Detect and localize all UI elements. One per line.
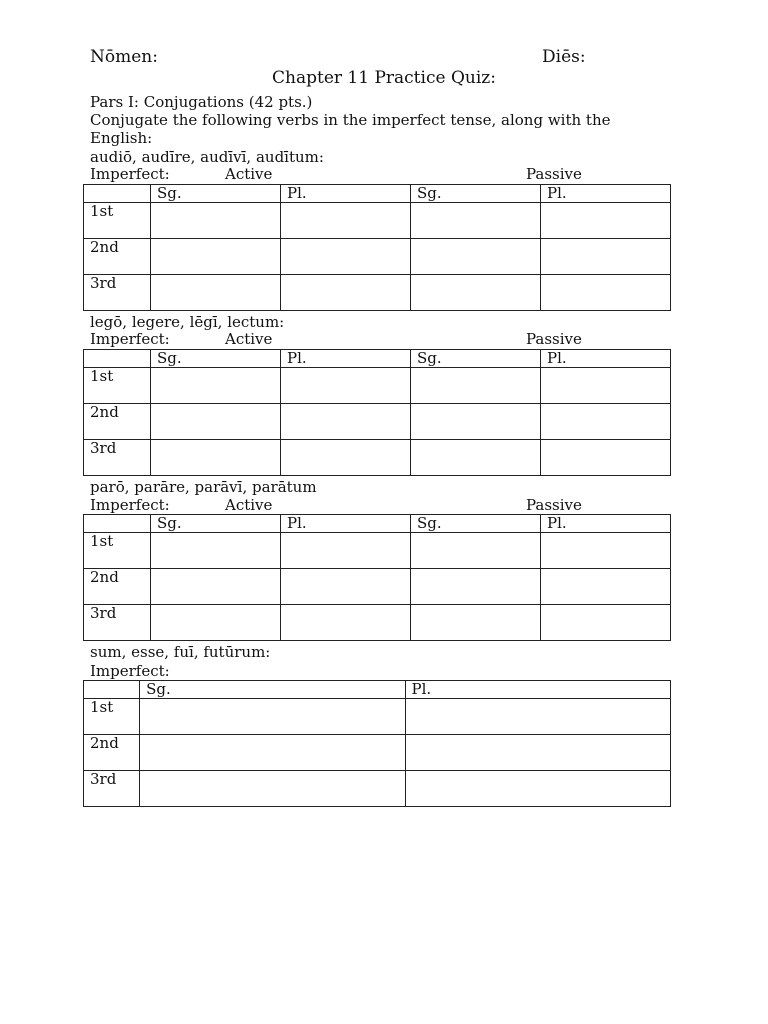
table-row [84, 368, 671, 404]
answer-cell[interactable] [411, 533, 541, 569]
conjugation-table-paro [83, 514, 671, 641]
answer-cell[interactable] [281, 533, 411, 569]
table-row [84, 440, 671, 476]
col-header-passive-pl: Pl. [541, 350, 671, 368]
answer-cell[interactable] [411, 440, 541, 476]
row-label-2nd: 2nd [84, 404, 151, 440]
table-row [84, 605, 671, 641]
col-header-passive-sg: Sg. [411, 185, 541, 203]
answer-cell[interactable] [151, 239, 281, 275]
row-label-3rd: 3rd [84, 440, 151, 476]
tense-label: Imperfect: [90, 662, 170, 680]
quiz-title: Chapter 11 Practice Quiz: [272, 68, 496, 88]
table-row [84, 735, 671, 771]
col-header-passive-pl: Pl. [541, 515, 671, 533]
answer-cell[interactable] [140, 771, 405, 807]
active-label: Active [225, 330, 273, 348]
answer-cell[interactable] [411, 368, 541, 404]
answer-cell[interactable] [411, 203, 541, 239]
answer-cell[interactable] [151, 275, 281, 311]
answer-cell[interactable] [541, 605, 671, 641]
table-row [84, 699, 671, 735]
section-title: Pars I: Conjugations (42 pts.) [90, 93, 313, 111]
row-label-2nd: 2nd [84, 239, 151, 275]
table-header-row [84, 350, 671, 368]
answer-cell[interactable] [541, 203, 671, 239]
active-label: Active [225, 165, 273, 183]
corner-cell [84, 185, 151, 203]
tense-label: Imperfect: [90, 330, 170, 348]
col-header-active-sg: Sg. [151, 515, 281, 533]
answer-cell[interactable] [411, 605, 541, 641]
answer-cell[interactable] [541, 404, 671, 440]
row-label-1st: 1st [84, 203, 151, 239]
col-header-passive-pl: Pl. [541, 185, 671, 203]
answer-cell[interactable] [140, 699, 405, 735]
answer-cell[interactable] [151, 605, 281, 641]
answer-cell[interactable] [151, 533, 281, 569]
answer-cell[interactable] [411, 569, 541, 605]
date-label: Diēs: [542, 47, 586, 67]
table-header-row [84, 681, 671, 699]
answer-cell[interactable] [281, 605, 411, 641]
answer-cell[interactable] [541, 440, 671, 476]
verb-principal-parts: sum, esse, fuī, futūrum: [90, 643, 271, 661]
row-label-1st: 1st [84, 368, 151, 404]
passive-label: Passive [526, 330, 582, 348]
answer-cell[interactable] [405, 699, 670, 735]
tense-label: Imperfect: [90, 165, 170, 183]
answer-cell[interactable] [281, 440, 411, 476]
corner-cell [84, 681, 140, 699]
col-header-passive-sg: Sg. [411, 515, 541, 533]
table-row [84, 404, 671, 440]
name-label: Nōmen: [90, 47, 158, 67]
conjugation-table-sum [83, 680, 671, 807]
row-label-1st: 1st [84, 533, 151, 569]
answer-cell[interactable] [281, 239, 411, 275]
instructions-line-1: Conjugate the following verbs in the imperfect tense, along with the [90, 111, 611, 129]
conjugation-table-audio [83, 184, 671, 311]
answer-cell[interactable] [411, 275, 541, 311]
table-row [84, 275, 671, 311]
table-row [84, 569, 671, 605]
verb-principal-parts: legō, legere, lēgī, lectum: [90, 313, 285, 331]
col-header-sg: Sg. [140, 681, 405, 699]
answer-cell[interactable] [541, 569, 671, 605]
answer-cell[interactable] [541, 239, 671, 275]
answer-cell[interactable] [281, 569, 411, 605]
col-header-active-sg: Sg. [151, 185, 281, 203]
row-label-3rd: 3rd [84, 771, 140, 807]
verb-principal-parts: audiō, audīre, audīvī, audītum: [90, 148, 324, 166]
table-row [84, 771, 671, 807]
answer-cell[interactable] [140, 735, 405, 771]
row-label-1st: 1st [84, 699, 140, 735]
col-header-active-pl: Pl. [281, 185, 411, 203]
passive-label: Passive [526, 165, 582, 183]
active-label: Active [225, 496, 273, 514]
answer-cell[interactable] [281, 203, 411, 239]
row-label-3rd: 3rd [84, 275, 151, 311]
table-row [84, 239, 671, 275]
col-header-passive-sg: Sg. [411, 350, 541, 368]
answer-cell[interactable] [151, 440, 281, 476]
table-header-row [84, 515, 671, 533]
col-header-active-sg: Sg. [151, 350, 281, 368]
row-label-3rd: 3rd [84, 605, 151, 641]
answer-cell[interactable] [281, 404, 411, 440]
answer-cell[interactable] [151, 203, 281, 239]
answer-cell[interactable] [541, 275, 671, 311]
col-header-active-pl: Pl. [281, 515, 411, 533]
answer-cell[interactable] [405, 735, 670, 771]
answer-cell[interactable] [151, 404, 281, 440]
answer-cell[interactable] [405, 771, 670, 807]
passive-label: Passive [526, 496, 582, 514]
answer-cell[interactable] [541, 533, 671, 569]
instructions-line-2: English: [90, 129, 153, 147]
row-label-2nd: 2nd [84, 735, 140, 771]
conjugation-table-lego [83, 349, 671, 476]
answer-cell[interactable] [151, 569, 281, 605]
verb-principal-parts: parō, parāre, parāvī, parātum [90, 478, 317, 496]
corner-cell [84, 350, 151, 368]
table-header-row [84, 185, 671, 203]
col-header-active-pl: Pl. [281, 350, 411, 368]
answer-cell[interactable] [541, 368, 671, 404]
answer-cell[interactable] [281, 275, 411, 311]
row-label-2nd: 2nd [84, 569, 151, 605]
answer-cell[interactable] [281, 368, 411, 404]
col-header-pl: Pl. [405, 681, 670, 699]
tense-label: Imperfect: [90, 496, 170, 514]
answer-cell[interactable] [151, 368, 281, 404]
corner-cell [84, 515, 151, 533]
answer-cell[interactable] [411, 239, 541, 275]
answer-cell[interactable] [411, 404, 541, 440]
table-row [84, 203, 671, 239]
table-row [84, 533, 671, 569]
